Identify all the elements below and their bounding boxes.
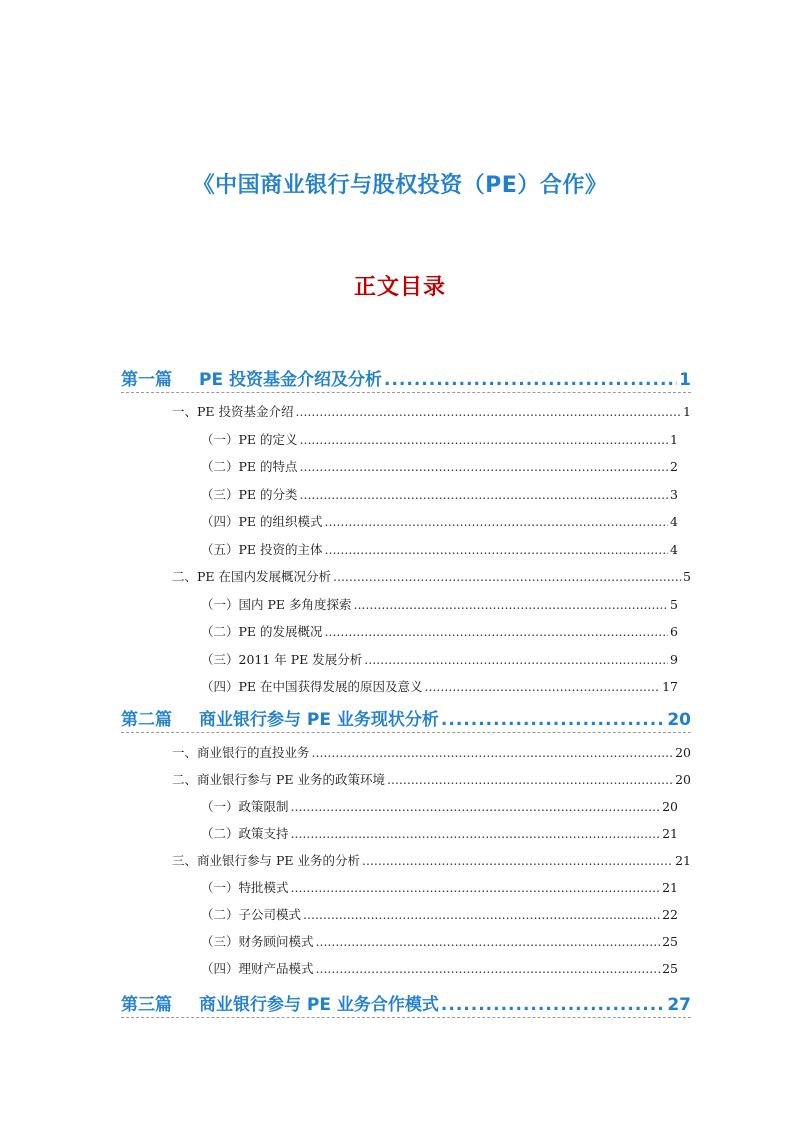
entry-page: 2 xyxy=(670,459,678,474)
toc-entry[interactable] xyxy=(201,959,678,977)
toc-entry[interactable] xyxy=(201,430,678,448)
entry-title: （二）子公司模式 xyxy=(201,907,302,922)
entry-title: 一、PE 投资基金介绍 xyxy=(172,404,294,419)
entry-title: （四）理财产品模式 xyxy=(201,961,314,976)
entry-title: （五）PE 投资的主体 xyxy=(201,542,323,557)
toc-entry[interactable] xyxy=(172,851,691,869)
toc-entry[interactable] xyxy=(201,650,678,668)
leader-dots xyxy=(362,853,673,868)
leader-dots xyxy=(425,679,661,694)
toc-part-3[interactable] xyxy=(121,989,691,1018)
leader-dots xyxy=(325,542,669,557)
part-number: 第三篇 xyxy=(121,995,172,1015)
leader-dots xyxy=(441,710,665,730)
toc-entry[interactable] xyxy=(201,905,678,923)
entry-title: （一）国内 PE 多角度探索 xyxy=(201,597,352,612)
document-title: 《中国商业银行与股权投资（PE）合作》 xyxy=(192,173,608,198)
entry-title: （四）PE 在中国获得发展的原因及意义 xyxy=(201,679,423,694)
toc-entry[interactable] xyxy=(172,743,691,761)
leader-dots xyxy=(312,745,674,760)
entry-page: 21 xyxy=(675,853,691,868)
toc-entry[interactable] xyxy=(201,622,678,640)
entry-title: （一）政策限制 xyxy=(201,799,289,814)
entry-page: 20 xyxy=(675,772,691,787)
entry-page: 1 xyxy=(670,432,678,447)
entry-page: 4 xyxy=(670,514,678,529)
toc-entry[interactable] xyxy=(201,932,678,950)
entry-title: （一）特批模式 xyxy=(201,880,289,895)
leader-dots xyxy=(325,624,669,639)
entry-page: 9 xyxy=(670,652,678,667)
entry-title: 二、PE 在国内发展概况分析 xyxy=(172,569,332,584)
leader-dots xyxy=(387,772,673,787)
entry-page: 20 xyxy=(662,799,678,814)
leader-dots xyxy=(384,370,677,390)
leader-dots xyxy=(291,880,661,895)
toc-entry[interactable] xyxy=(172,770,691,788)
entry-page: 22 xyxy=(662,907,678,922)
toc-entry[interactable] xyxy=(201,878,678,896)
entry-page: 25 xyxy=(662,934,678,949)
leader-dots xyxy=(333,569,681,584)
part-title: PE 投资基金介绍及分析 xyxy=(199,370,382,390)
toc-entry[interactable] xyxy=(201,797,678,815)
toc-part-1[interactable] xyxy=(121,364,691,393)
entry-page: 5 xyxy=(670,597,678,612)
toc-entry[interactable] xyxy=(201,457,678,475)
entry-title: （二）PE 的发展概况 xyxy=(201,624,323,639)
leader-dots xyxy=(364,652,668,667)
leader-dots xyxy=(296,404,682,419)
part-page: 27 xyxy=(667,995,691,1015)
entry-title: 三、商业银行参与 PE 业务的分析 xyxy=(172,853,360,868)
toc-entry[interactable] xyxy=(201,824,678,842)
part-page: 1 xyxy=(679,370,691,390)
toc-entry[interactable] xyxy=(201,677,678,695)
entry-title: （二）PE 的特点 xyxy=(201,459,298,474)
leader-dots xyxy=(300,432,669,447)
leader-dots xyxy=(300,487,669,502)
entry-page: 20 xyxy=(675,745,691,760)
leader-dots xyxy=(353,597,668,612)
toc-heading: 正文目录 xyxy=(353,275,446,300)
toc-entry[interactable] xyxy=(201,595,678,613)
leader-dots xyxy=(291,826,661,841)
entry-page: 21 xyxy=(662,880,678,895)
toc-entry[interactable] xyxy=(172,402,691,420)
toc-entry[interactable] xyxy=(172,567,691,585)
toc-part-2[interactable] xyxy=(121,704,691,733)
entry-page: 17 xyxy=(662,679,678,694)
part-number: 第一篇 xyxy=(121,370,172,390)
part-title: 商业银行参与 PE 业务现状分析 xyxy=(199,710,439,730)
entry-title: （三）2011 年 PE 发展分析 xyxy=(201,652,363,667)
entry-page: 21 xyxy=(662,826,678,841)
leader-dots xyxy=(441,995,665,1015)
part-page: 20 xyxy=(667,710,691,730)
part-title: 商业银行参与 PE 业务合作模式 xyxy=(199,995,439,1015)
leader-dots xyxy=(291,799,661,814)
entry-page: 1 xyxy=(683,404,691,419)
entry-title: （二）政策支持 xyxy=(201,826,289,841)
toc-entry[interactable] xyxy=(201,512,678,530)
entry-page: 3 xyxy=(670,487,678,502)
toc-entry[interactable] xyxy=(201,540,678,558)
leader-dots xyxy=(300,459,669,474)
entry-page: 6 xyxy=(670,624,678,639)
entry-title: （三）PE 的分类 xyxy=(201,487,298,502)
entry-page: 4 xyxy=(670,542,678,557)
leader-dots xyxy=(316,961,661,976)
toc-entry[interactable] xyxy=(201,485,678,503)
entry-page: 5 xyxy=(683,569,691,584)
entry-title: （一）PE 的定义 xyxy=(201,432,298,447)
entry-page: 25 xyxy=(662,961,678,976)
leader-dots xyxy=(303,907,660,922)
entry-title: （四）PE 的组织模式 xyxy=(201,514,323,529)
entry-title: 二、商业银行参与 PE 业务的政策环境 xyxy=(172,772,385,787)
entry-title: 一、商业银行的直投业务 xyxy=(172,745,310,760)
leader-dots xyxy=(325,514,669,529)
leader-dots xyxy=(316,934,661,949)
part-number: 第二篇 xyxy=(121,710,172,730)
entry-title: （三）财务顾问模式 xyxy=(201,934,314,949)
